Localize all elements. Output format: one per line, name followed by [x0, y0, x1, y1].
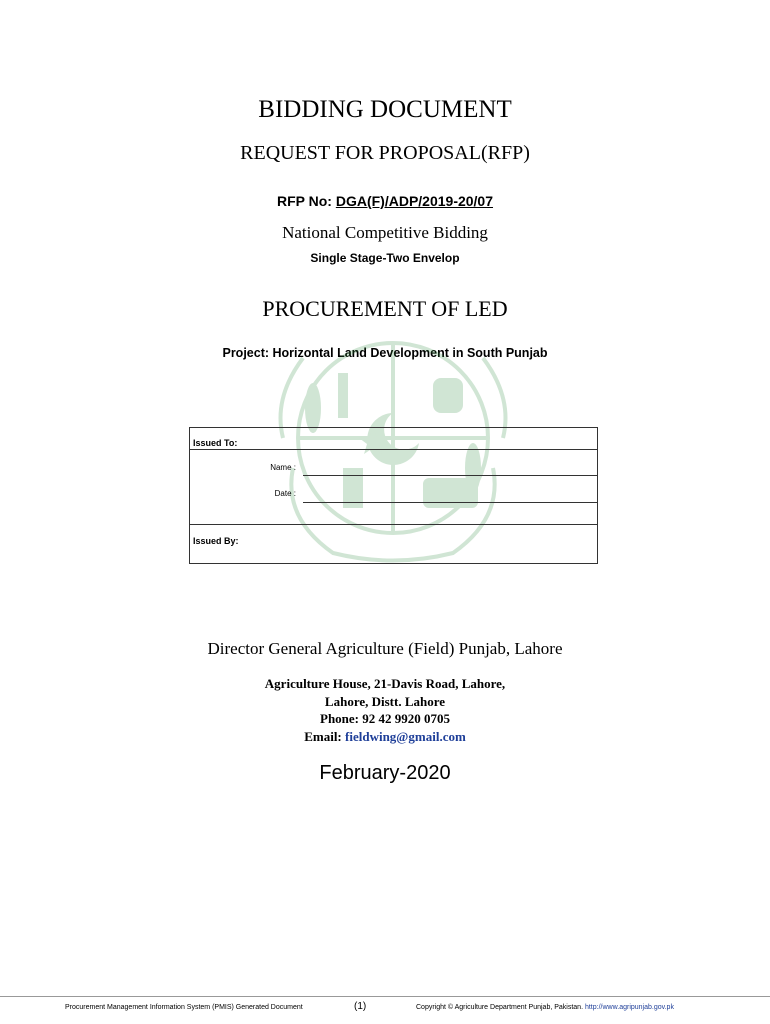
email-link[interactable]: fieldwing@gmail.com	[345, 728, 466, 744]
phone-line: Phone: 92 42 9920 0705	[320, 711, 450, 726]
procurement-title: PROCUREMENT OF LED	[262, 296, 508, 321]
name-field[interactable]	[303, 457, 597, 477]
project-title: Project: Horizontal Land Development in South Punjab	[222, 346, 548, 360]
issuer-address	[0, 675, 770, 745]
issued-by-label: Issued By:	[193, 536, 239, 546]
page-number: (1)	[354, 1001, 367, 1012]
name-label: Name :	[270, 463, 296, 472]
date-label: Date :	[274, 489, 296, 498]
footer-copyright	[416, 1004, 674, 1011]
issue-table	[189, 427, 598, 564]
email-line	[0, 728, 770, 746]
email-label: Email:	[304, 728, 346, 744]
address-line: Agriculture House, 21-Davis Road, Lahore,	[264, 676, 506, 691]
footer-divider	[0, 996, 770, 997]
bidding-type: National Competitive Bidding	[282, 223, 488, 242]
table-divider	[190, 524, 597, 525]
footer-left-text: Procurement Management Information System (PMIS) Generated Document	[65, 1004, 303, 1011]
rfp-number: DGA(F)/ADP/2019-20/07	[335, 193, 494, 209]
website-link[interactable]: http://www.agripunjab.gov.pk	[584, 1004, 674, 1011]
table-divider	[190, 449, 597, 450]
rfp-label: RFP No:	[276, 193, 336, 209]
date-field[interactable]	[303, 483, 597, 503]
copyright-text: Copyright © Agriculture Department Punjab, Pakistan.	[416, 1004, 585, 1011]
rfp-number-line	[0, 193, 770, 209]
issued-to-label: Issued To:	[193, 438, 238, 448]
issuer-name: Director General Agriculture (Field) Punjab, Lahore	[207, 639, 563, 658]
document-title: BIDDING DOCUMENT	[258, 96, 512, 123]
address-line: Lahore, Distt. Lahore	[324, 693, 446, 709]
issue-date: February-2020	[319, 762, 451, 784]
bidding-stage: Single Stage-Two Envelop	[310, 251, 460, 265]
document-subtitle: REQUEST FOR PROPOSAL(RFP)	[240, 142, 530, 164]
